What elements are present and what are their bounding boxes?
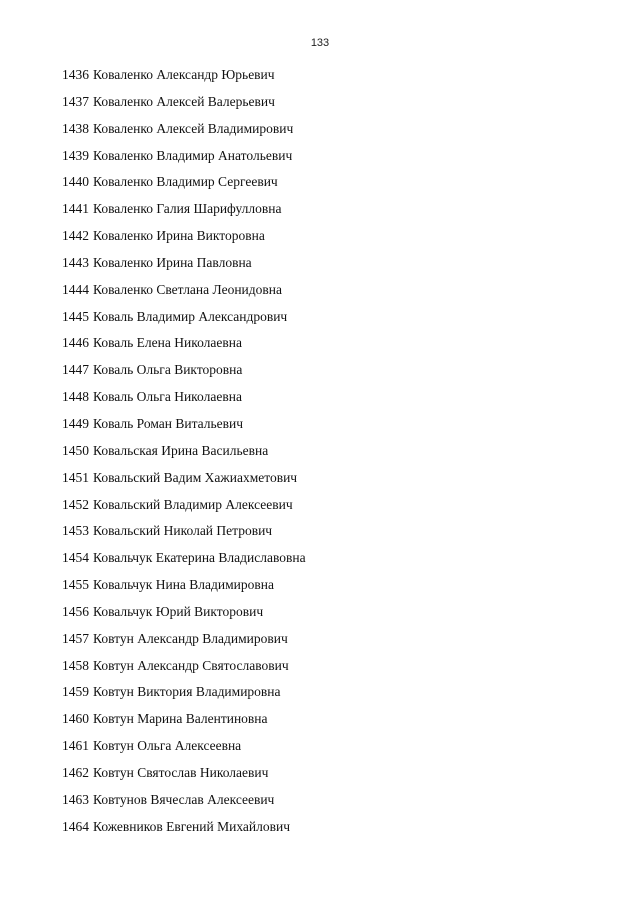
entry-number: 1443 [62, 254, 89, 270]
list-item [62, 789, 306, 816]
entry-number: 1442 [62, 228, 89, 244]
entry-number: 1452 [62, 496, 89, 512]
entry-number: 1454 [62, 550, 89, 566]
entry-name: Коваль Роман Витальевич [93, 415, 244, 431]
entry-name: Ковтун Виктория Владимировна [93, 684, 281, 700]
entry-number: 1459 [62, 684, 89, 700]
entry-number: 1461 [62, 738, 89, 754]
entry-name: Коваленко Владимир Сергеевич [93, 174, 278, 190]
entry-number: 1456 [62, 603, 89, 619]
entry-name: Коваленко Ирина Павловна [93, 254, 252, 270]
entry-number: 1438 [62, 120, 89, 136]
list-item [62, 708, 306, 735]
entry-number: 1449 [62, 415, 89, 431]
list-item [62, 91, 306, 118]
entry-name: Коваленко Светлана Леонидовна [93, 281, 282, 297]
list-item [62, 118, 306, 145]
page-number: 133 [310, 37, 330, 49]
list-item [62, 735, 306, 762]
list-item [62, 681, 306, 708]
entry-number: 1451 [62, 469, 89, 485]
entry-name: Ковальчук Юрий Викторович [93, 603, 264, 619]
entry-number: 1462 [62, 764, 89, 780]
entry-name: Коваленко Алексей Валерьевич [93, 93, 275, 109]
list-item [62, 198, 306, 225]
entry-number: 1453 [62, 523, 89, 539]
entry-name: Ковтун Александр Святославович [93, 657, 289, 673]
list-item [62, 520, 306, 547]
entry-number: 1455 [62, 577, 89, 593]
entry-name: Ковальский Владимир Алексеевич [93, 496, 293, 512]
entry-name: Ковальчук Екатерина Владиславовна [93, 550, 306, 566]
list-item [62, 494, 306, 521]
entry-name: Ковтун Ольга Алексеевна [93, 738, 242, 754]
entry-number: 1437 [62, 93, 89, 109]
entry-number: 1445 [62, 308, 89, 324]
list-item [62, 762, 306, 789]
entry-number: 1440 [62, 174, 89, 190]
entry-name: Коваль Ольга Викторовна [93, 362, 243, 378]
entry-name: Ковальчук Нина Владимировна [93, 577, 274, 593]
entry-number: 1446 [62, 335, 89, 351]
entry-name: Ковальская Ирина Васильевна [93, 442, 269, 458]
entry-name: Коваль Владимир Александрович [93, 308, 288, 324]
entry-name: Ковальский Вадим Хажиахметович [93, 469, 298, 485]
entry-name: Ковтун Святослав Николаевич [93, 764, 269, 780]
list-item [62, 655, 306, 682]
list-item [62, 440, 306, 467]
entry-number: 1447 [62, 362, 89, 378]
list-item [62, 467, 306, 494]
entry-name: Ковальский Николай Петрович [93, 523, 273, 539]
entry-number: 1448 [62, 389, 89, 405]
entry-name: Коваль Елена Николаевна [93, 335, 242, 351]
entry-name: Коваленко Галия Шарифулловна [93, 201, 282, 217]
list-item [62, 171, 306, 198]
entry-number: 1450 [62, 442, 89, 458]
list-item [62, 252, 306, 279]
list-item [62, 413, 306, 440]
entry-number: 1457 [62, 630, 89, 646]
entry-number: 1441 [62, 201, 89, 217]
entry-number: 1439 [62, 147, 89, 163]
list-item [62, 332, 306, 359]
entry-name: Ковтун Александр Владимирович [93, 630, 288, 646]
list-item [62, 145, 306, 172]
entry-name: Ковтунов Вячеслав Алексеевич [93, 791, 275, 807]
entry-number: 1444 [62, 281, 89, 297]
entry-name: Коваленко Владимир Анатольевич [93, 147, 293, 163]
list-item [62, 306, 306, 333]
entry-name: Коваленко Ирина Викторовна [93, 228, 265, 244]
list-item [62, 816, 306, 843]
entry-name: Ковтун Марина Валентиновна [93, 711, 268, 727]
list-item [62, 547, 306, 574]
entry-name: Коваленко Александр Юрьевич [93, 67, 275, 82]
list-item [62, 64, 306, 91]
entry-number: 1464 [62, 818, 89, 834]
entry-number: 1463 [62, 791, 89, 807]
entry-name: Коваленко Алексей Владимирович [93, 120, 294, 136]
entry-number: 1460 [62, 711, 89, 727]
list-item [62, 279, 306, 306]
name-list [62, 64, 306, 842]
list-item [62, 225, 306, 252]
list-item [62, 628, 306, 655]
list-item [62, 386, 306, 413]
list-item [62, 574, 306, 601]
entry-number: 1458 [62, 657, 89, 673]
list-item [62, 601, 306, 628]
entry-name: Коваль Ольга Николаевна [93, 389, 242, 405]
entry-name: Кожевников Евгений Михайлович [93, 818, 290, 834]
list-item [62, 359, 306, 386]
entry-number: 1436 [62, 67, 89, 82]
